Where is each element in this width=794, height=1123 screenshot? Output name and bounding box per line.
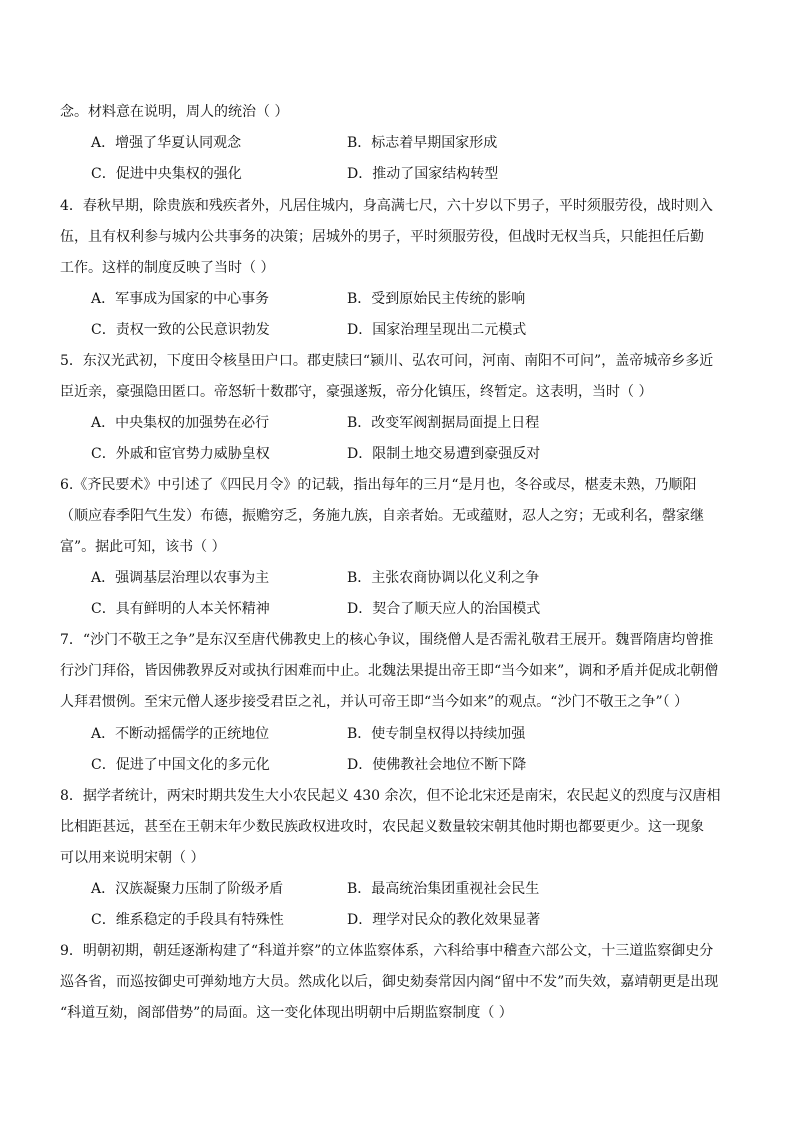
question-text-line: 富”。据此可知，该书（ ） <box>60 539 226 555</box>
option-a[interactable]: A．增强了华夏认同观念 <box>91 135 242 151</box>
option-a[interactable]: A．汉族凝聚力压制了阶级矛盾 <box>91 881 284 897</box>
option-c[interactable]: C．促进了中国文化的多元化 <box>91 757 270 773</box>
option-c[interactable]: C．促进中央集权的强化 <box>91 166 242 182</box>
question-text-line: 8．据学者统计，两宋时期共发生大小农民起义 430 余次，但不论北宋还是南宋，农民起义的烈度与汉唐相 <box>60 788 721 804</box>
option-a[interactable]: A．不断动摇儒学的正统地位 <box>91 726 270 742</box>
question-text-line: 工作。这样的制度反映了当时（ ） <box>60 260 275 276</box>
question-text-line: 可以用来说明宋朝（ ） <box>60 850 205 866</box>
option-b[interactable]: B．标志着早期国家形成 <box>347 135 498 151</box>
option-d[interactable]: D．国家治理呈现出二元模式 <box>347 322 527 338</box>
question-text-line: 4．春秋早期，除贵族和残疾者外，凡居住城内，身高满七尺，六十岁以下男子，平时须服劳役，战时则入 <box>60 198 713 214</box>
option-d[interactable]: D．推动了国家结构转型 <box>347 166 499 182</box>
question-text-line: 7．“沙门不敬王之争”是东汉至唐代佛教史上的核心争议，围绕僧人是否需礼敬君王展开。魏晋隋唐均曾推 <box>60 632 714 648</box>
option-d[interactable]: D．限制土地交易遭到豪强反对 <box>347 446 541 462</box>
question-text-line: 臣近亲，豪强隐田匿口。帝怒斩十数郡守，豪强遂叛，帝分化镇压，终暂定。这表明，当时（ ） <box>60 384 653 400</box>
option-c[interactable]: C．外戚和宦官势力威胁皇权 <box>91 446 270 462</box>
question-text-line: 比相距甚远，甚至在王朝末年少数民族政权进攻时，农民起义数量较宋朝其他时期也都要更少。这一现象 <box>60 819 704 835</box>
option-a[interactable]: A．中央集权的加强势在必行 <box>91 415 270 431</box>
option-c[interactable]: C．责权一致的公民意识勃发 <box>91 322 270 338</box>
question-text-line: 伍，且有权利参与城内公共事务的决策；居城外的男子，平时须服劳役，但战时无权当兵，只能担任后勤 <box>60 229 704 245</box>
option-a[interactable]: A．强调基层治理以农事为主 <box>91 570 270 586</box>
question-text-line: 6.《齐民要术》中引述了《四民月令》的记载，指出每年的三月“是月也，冬谷或尽，椹麦未熟，乃顺阳 <box>60 477 697 493</box>
question-text-line: 5．东汉光武初，下度田令核垦田户口。郡吏牍曰“颍川、弘农可问，河南、南阳不可问”，盖帝城帝乡多近 <box>60 353 714 369</box>
option-b[interactable]: B．最高统治集团重视社会民生 <box>347 881 540 897</box>
option-a[interactable]: A．军事成为国家的中心事务 <box>91 291 270 307</box>
question-text-line: 9．明朝初期，朝廷逐渐构建了“科道并察”的立体监察体系，六科给事中稽查六部公文，十三道监察御史分 <box>60 943 714 959</box>
option-b[interactable]: B．使专制皇权得以持续加强 <box>347 726 526 742</box>
option-d[interactable]: D．理学对民众的教化效果显著 <box>347 912 541 928</box>
question-text-line: 人拜君惯例。至宋元僧人逐步接受君臣之礼，并认可帝王即“当今如来”的观点。“沙门不敬王之争”（ ） <box>60 694 689 710</box>
option-d[interactable]: D．契合了顺天应人的治国模式 <box>347 601 541 617</box>
question-text-line: “科道互劾，阁部借势”的局面。这一变化体现出明朝中后期监察制度（ ） <box>60 1005 513 1021</box>
option-b[interactable]: B．改变军阀割据局面提上日程 <box>347 415 540 431</box>
option-c[interactable]: C．具有鲜明的人本关怀精神 <box>91 601 270 617</box>
option-b[interactable]: B．受到原始民主传统的影响 <box>347 291 526 307</box>
option-c[interactable]: C．维系稳定的手段具有特殊性 <box>91 912 284 928</box>
question-text-line: 念。材料意在说明，周人的统治（ ） <box>60 104 289 120</box>
option-b[interactable]: B．主张农商协调以化义利之争 <box>347 570 540 586</box>
question-text-line: 行沙门拜俗，皆因佛教界反对或执行困难而中止。北魏法果提出帝王即“当今如来”，调和矛盾并促成北朝僧 <box>60 663 719 679</box>
question-text-line: （顺应春季阳气生发）布德，振赡穷乏，务施九族，自亲者始。无或蕴财，忍人之穷；无或利名，罄家继 <box>60 508 704 524</box>
question-text-line: 巡各省，而巡按御史可弹劾地方大员。然成化以后，御史劾奏常因内阁“留中不发”而失效，嘉靖朝更是出现 <box>60 974 719 990</box>
option-d[interactable]: D．使佛教社会地位不断下降 <box>347 757 527 773</box>
